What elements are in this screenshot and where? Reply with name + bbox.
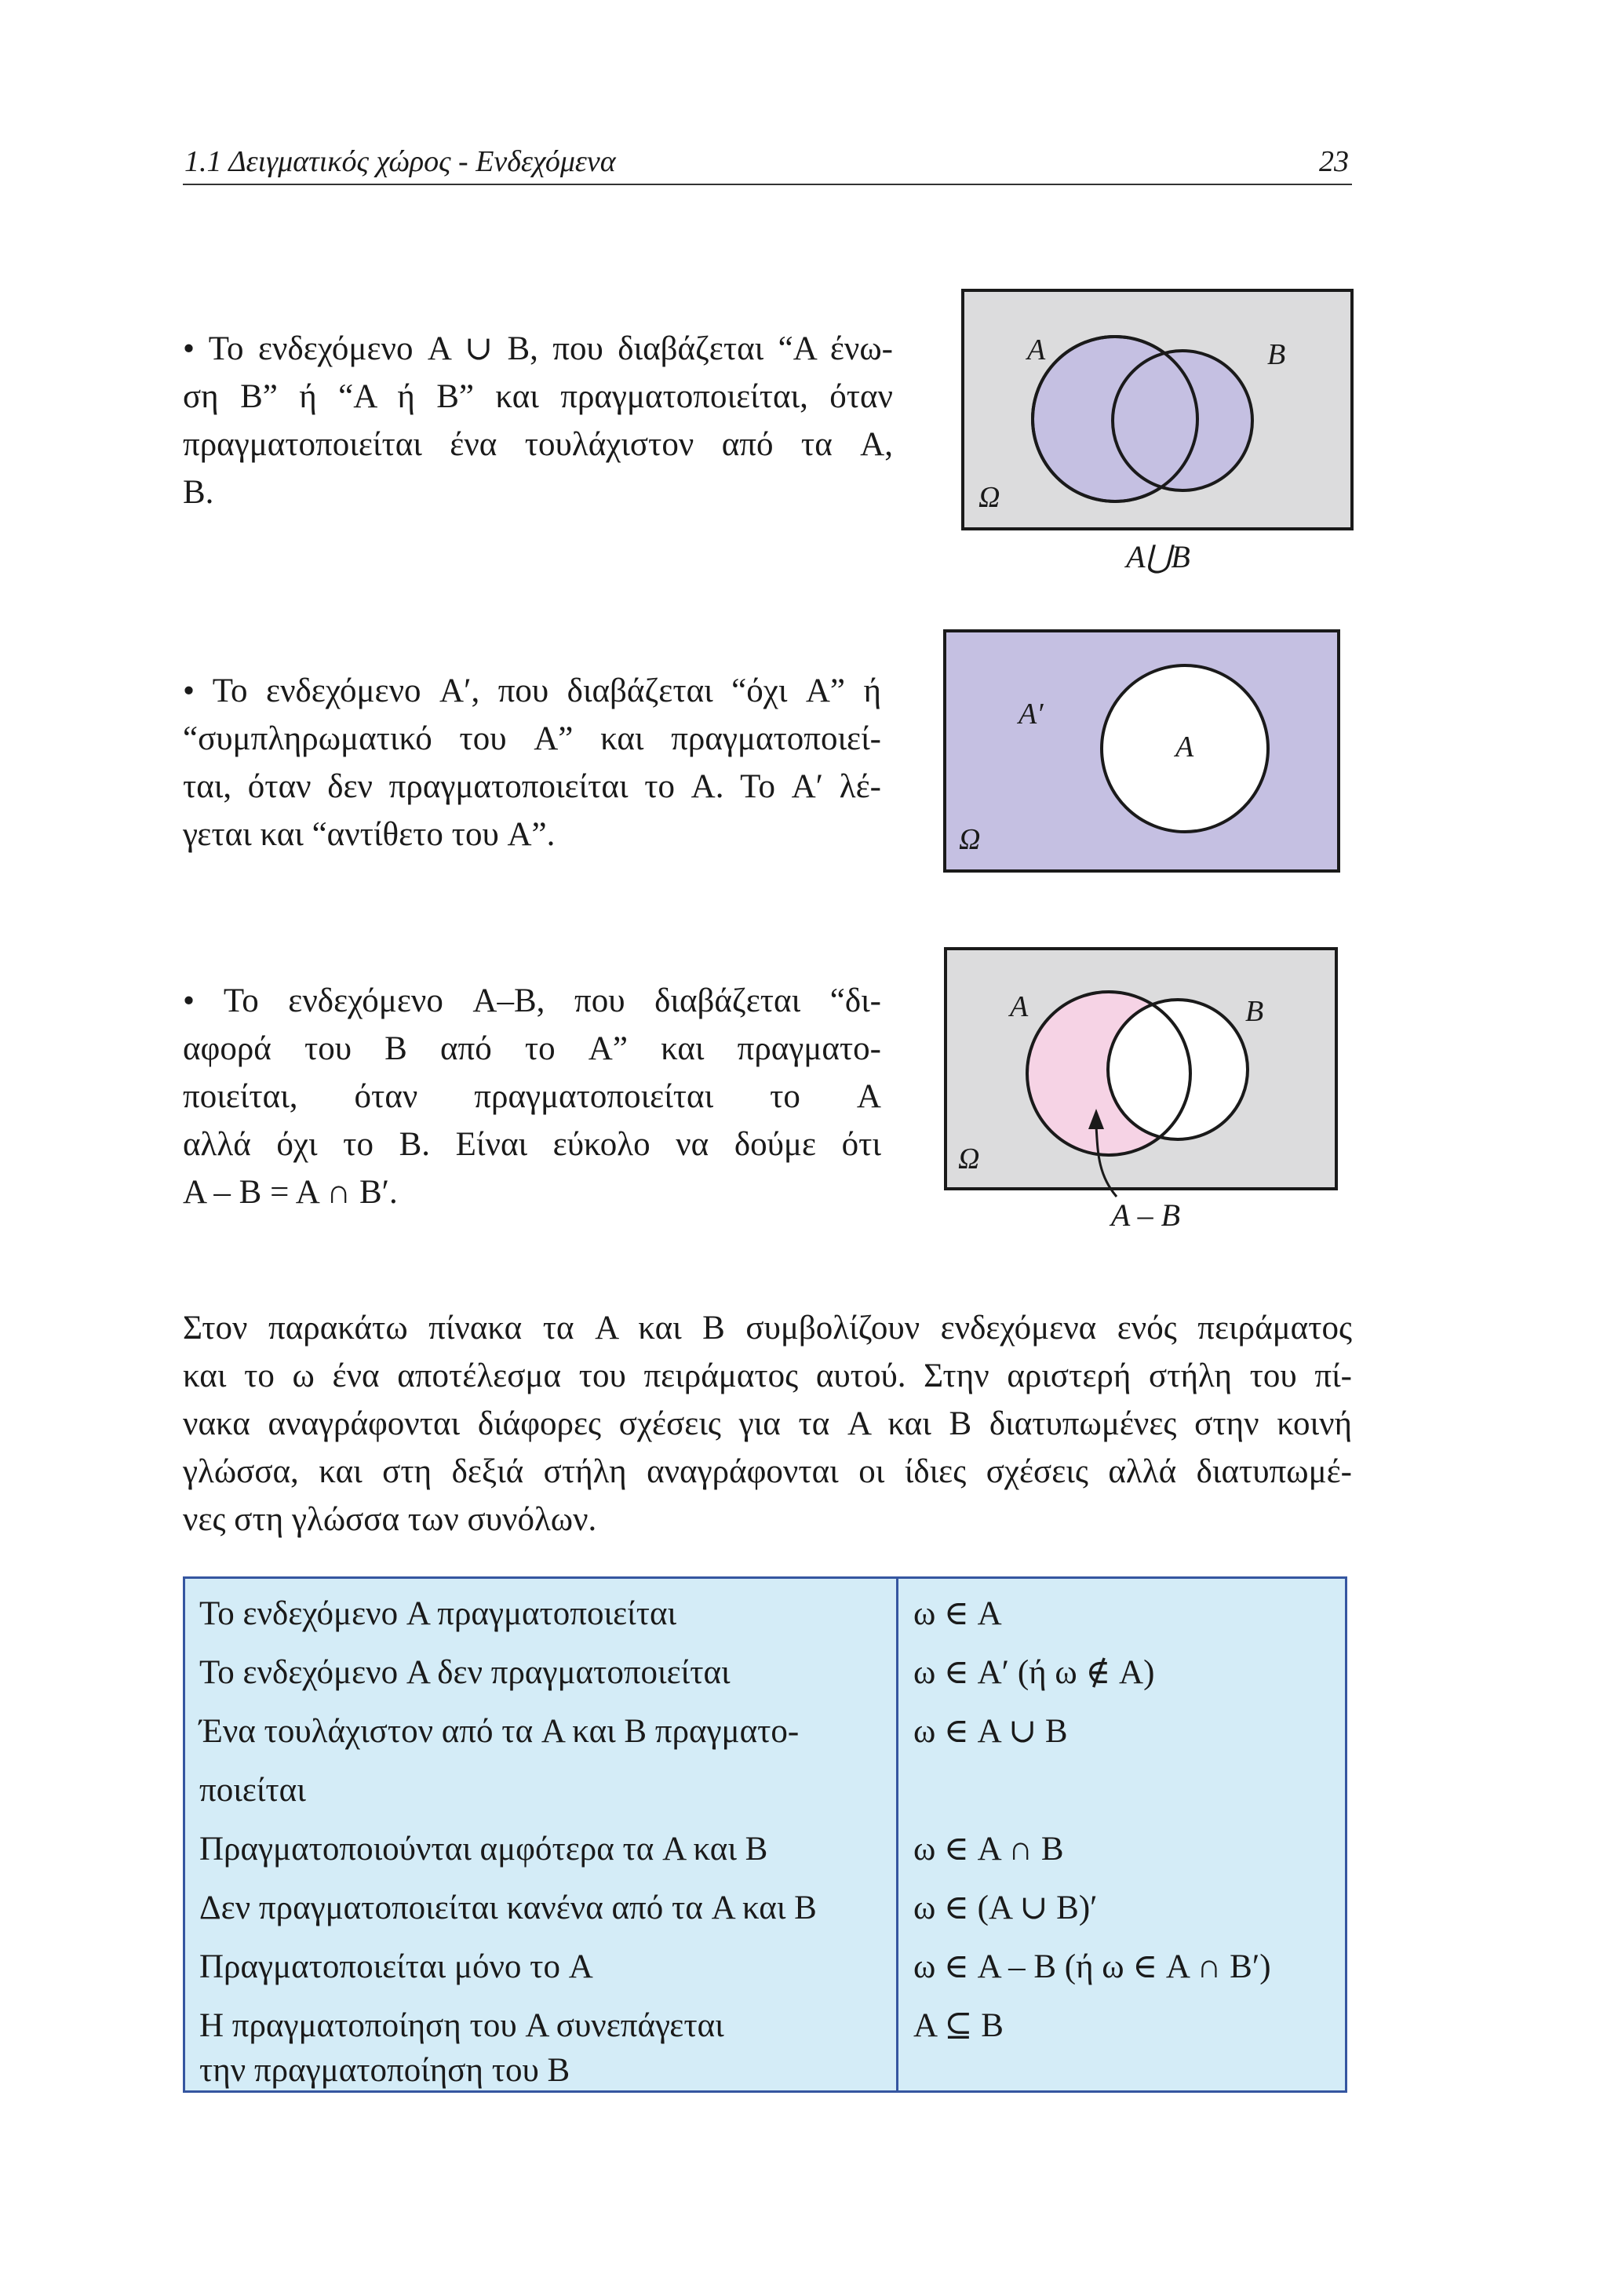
label-a-prime: A′ bbox=[1018, 698, 1044, 731]
table-cell-left: Πραγματοποιούνται αμφότερα τα A και B bbox=[199, 1831, 768, 1868]
running-header bbox=[183, 140, 1352, 185]
text-line: • Το ενδεχόμενο A′, που διαβάζεται “όχι A” ή bbox=[183, 672, 881, 709]
text-line: “συμπληρωματικό του A” και πραγματοποιεί- bbox=[183, 720, 881, 757]
label-a: A bbox=[1027, 333, 1046, 366]
table-cell-left: Η πραγματοποίηση του A συνεπάγεται bbox=[199, 2007, 724, 2044]
text-line: B. bbox=[183, 474, 214, 511]
text-line: νες στη γλώσσα των συνόλων. bbox=[183, 1501, 597, 1538]
union-paragraph bbox=[183, 325, 893, 516]
difference-caption: A – B bbox=[1110, 1197, 1181, 1233]
table-cell-right: ω ∈ A′ (ή ω ∉ A) bbox=[913, 1654, 1155, 1691]
union-caption: A⋃B bbox=[1126, 539, 1190, 574]
text-line: • Το ενδεχόμενο A ∪ B, που διαβάζεται “A ένω- bbox=[183, 330, 893, 367]
table-cell-right: A ⊆ B bbox=[913, 2007, 1004, 2044]
text-line: και το ω ένα αποτέλεσμα του πειράματος αυτού. Στην αριστερή στήλη του πί- bbox=[183, 1358, 1352, 1394]
table-cell-left: Δεν πραγματοποιείται κανένα από τα A και B bbox=[199, 1890, 817, 1926]
table-cell-right: ω ∈ A – B (ή ω ∈ A ∩ B′) bbox=[913, 1948, 1271, 1985]
table-intro-paragraph bbox=[183, 1304, 1352, 1543]
table-cell-right: ω ∈ (A ∪ B)′ bbox=[913, 1890, 1098, 1926]
table-cell-left-continued: ποιείται bbox=[199, 1772, 306, 1809]
column-divider bbox=[896, 1579, 898, 2090]
complement-venn-diagram bbox=[943, 629, 1340, 873]
text-line: γλώσσα, και στη δεξιά στήλη αναγράφονται οι ίδιες σχέσεις αλλά διατυπωμέ- bbox=[183, 1453, 1352, 1490]
label-a: A bbox=[1010, 990, 1029, 1023]
table-cell-left: Το ενδεχόμενο A δεν πραγματοποιείται bbox=[199, 1654, 731, 1691]
union-venn-diagram bbox=[961, 289, 1355, 532]
set-relations-table bbox=[183, 1576, 1347, 2093]
table-cell-left: Το ενδεχόμενο A πραγματοποιείται bbox=[199, 1595, 677, 1632]
text-line: αλλά όχι το B. Είναι εύκολο να δούμε ότι bbox=[183, 1126, 881, 1163]
difference-paragraph bbox=[183, 977, 881, 1216]
table-cell-right: ω ∈ A bbox=[913, 1595, 1002, 1632]
page-number: 23 bbox=[1319, 145, 1349, 178]
text-line: Στον παρακάτω πίνακα τα A και B συμβολίζουν ενδεχόμενα ενός πειράματος bbox=[183, 1310, 1352, 1347]
text-line: νακα αναγράφονται διάφορες σχέσεις για τα A και B διατυπωμένες στην κοινή bbox=[183, 1405, 1352, 1442]
text-line: αφορά του B από το A” και πραγματο- bbox=[183, 1030, 881, 1067]
label-b: B bbox=[1245, 995, 1264, 1028]
section-title: 1.1 Δειγματικός χώρος - Ενδεχόμενα bbox=[184, 145, 616, 178]
difference-venn-diagram bbox=[944, 947, 1338, 1190]
text-line: ση B” ή “A ή B” και πραγματοποιείται, όταν bbox=[183, 378, 893, 415]
text-line: A – B = A ∩ B′. bbox=[183, 1174, 398, 1211]
text-line: • Το ενδεχόμενο A–B, που διαβάζεται “δι- bbox=[183, 982, 881, 1019]
table-cell-right: ω ∈ A ∪ B bbox=[913, 1713, 1068, 1750]
table-cell-left: Πραγματοποιείται μόνο το A bbox=[199, 1948, 593, 1985]
table-cell-left: Ένα τουλάχιστον από τα A και B πραγματο- bbox=[199, 1713, 800, 1750]
text-line: ποιείται, όταν πραγματοποιείται το A bbox=[183, 1078, 881, 1115]
table-cell-left-continued: την πραγματοποίηση του B bbox=[199, 2052, 570, 2089]
complement-paragraph bbox=[183, 667, 881, 858]
label-b: B bbox=[1267, 338, 1286, 371]
label-omega: Ω bbox=[978, 481, 1000, 514]
table-cell-right: ω ∈ A ∩ B bbox=[913, 1831, 1064, 1868]
text-line: ται, όταν δεν πραγματοποιείται το A. Το A′ λέ- bbox=[183, 768, 881, 805]
text-line: πραγματοποιείται ένα τουλάχιστον από τα A, bbox=[183, 426, 893, 463]
label-a: A bbox=[1175, 731, 1194, 764]
label-omega: Ω bbox=[959, 823, 981, 856]
label-omega: Ω bbox=[958, 1143, 980, 1175]
text-line: γεται και “αντίθετο του A”. bbox=[183, 816, 556, 853]
